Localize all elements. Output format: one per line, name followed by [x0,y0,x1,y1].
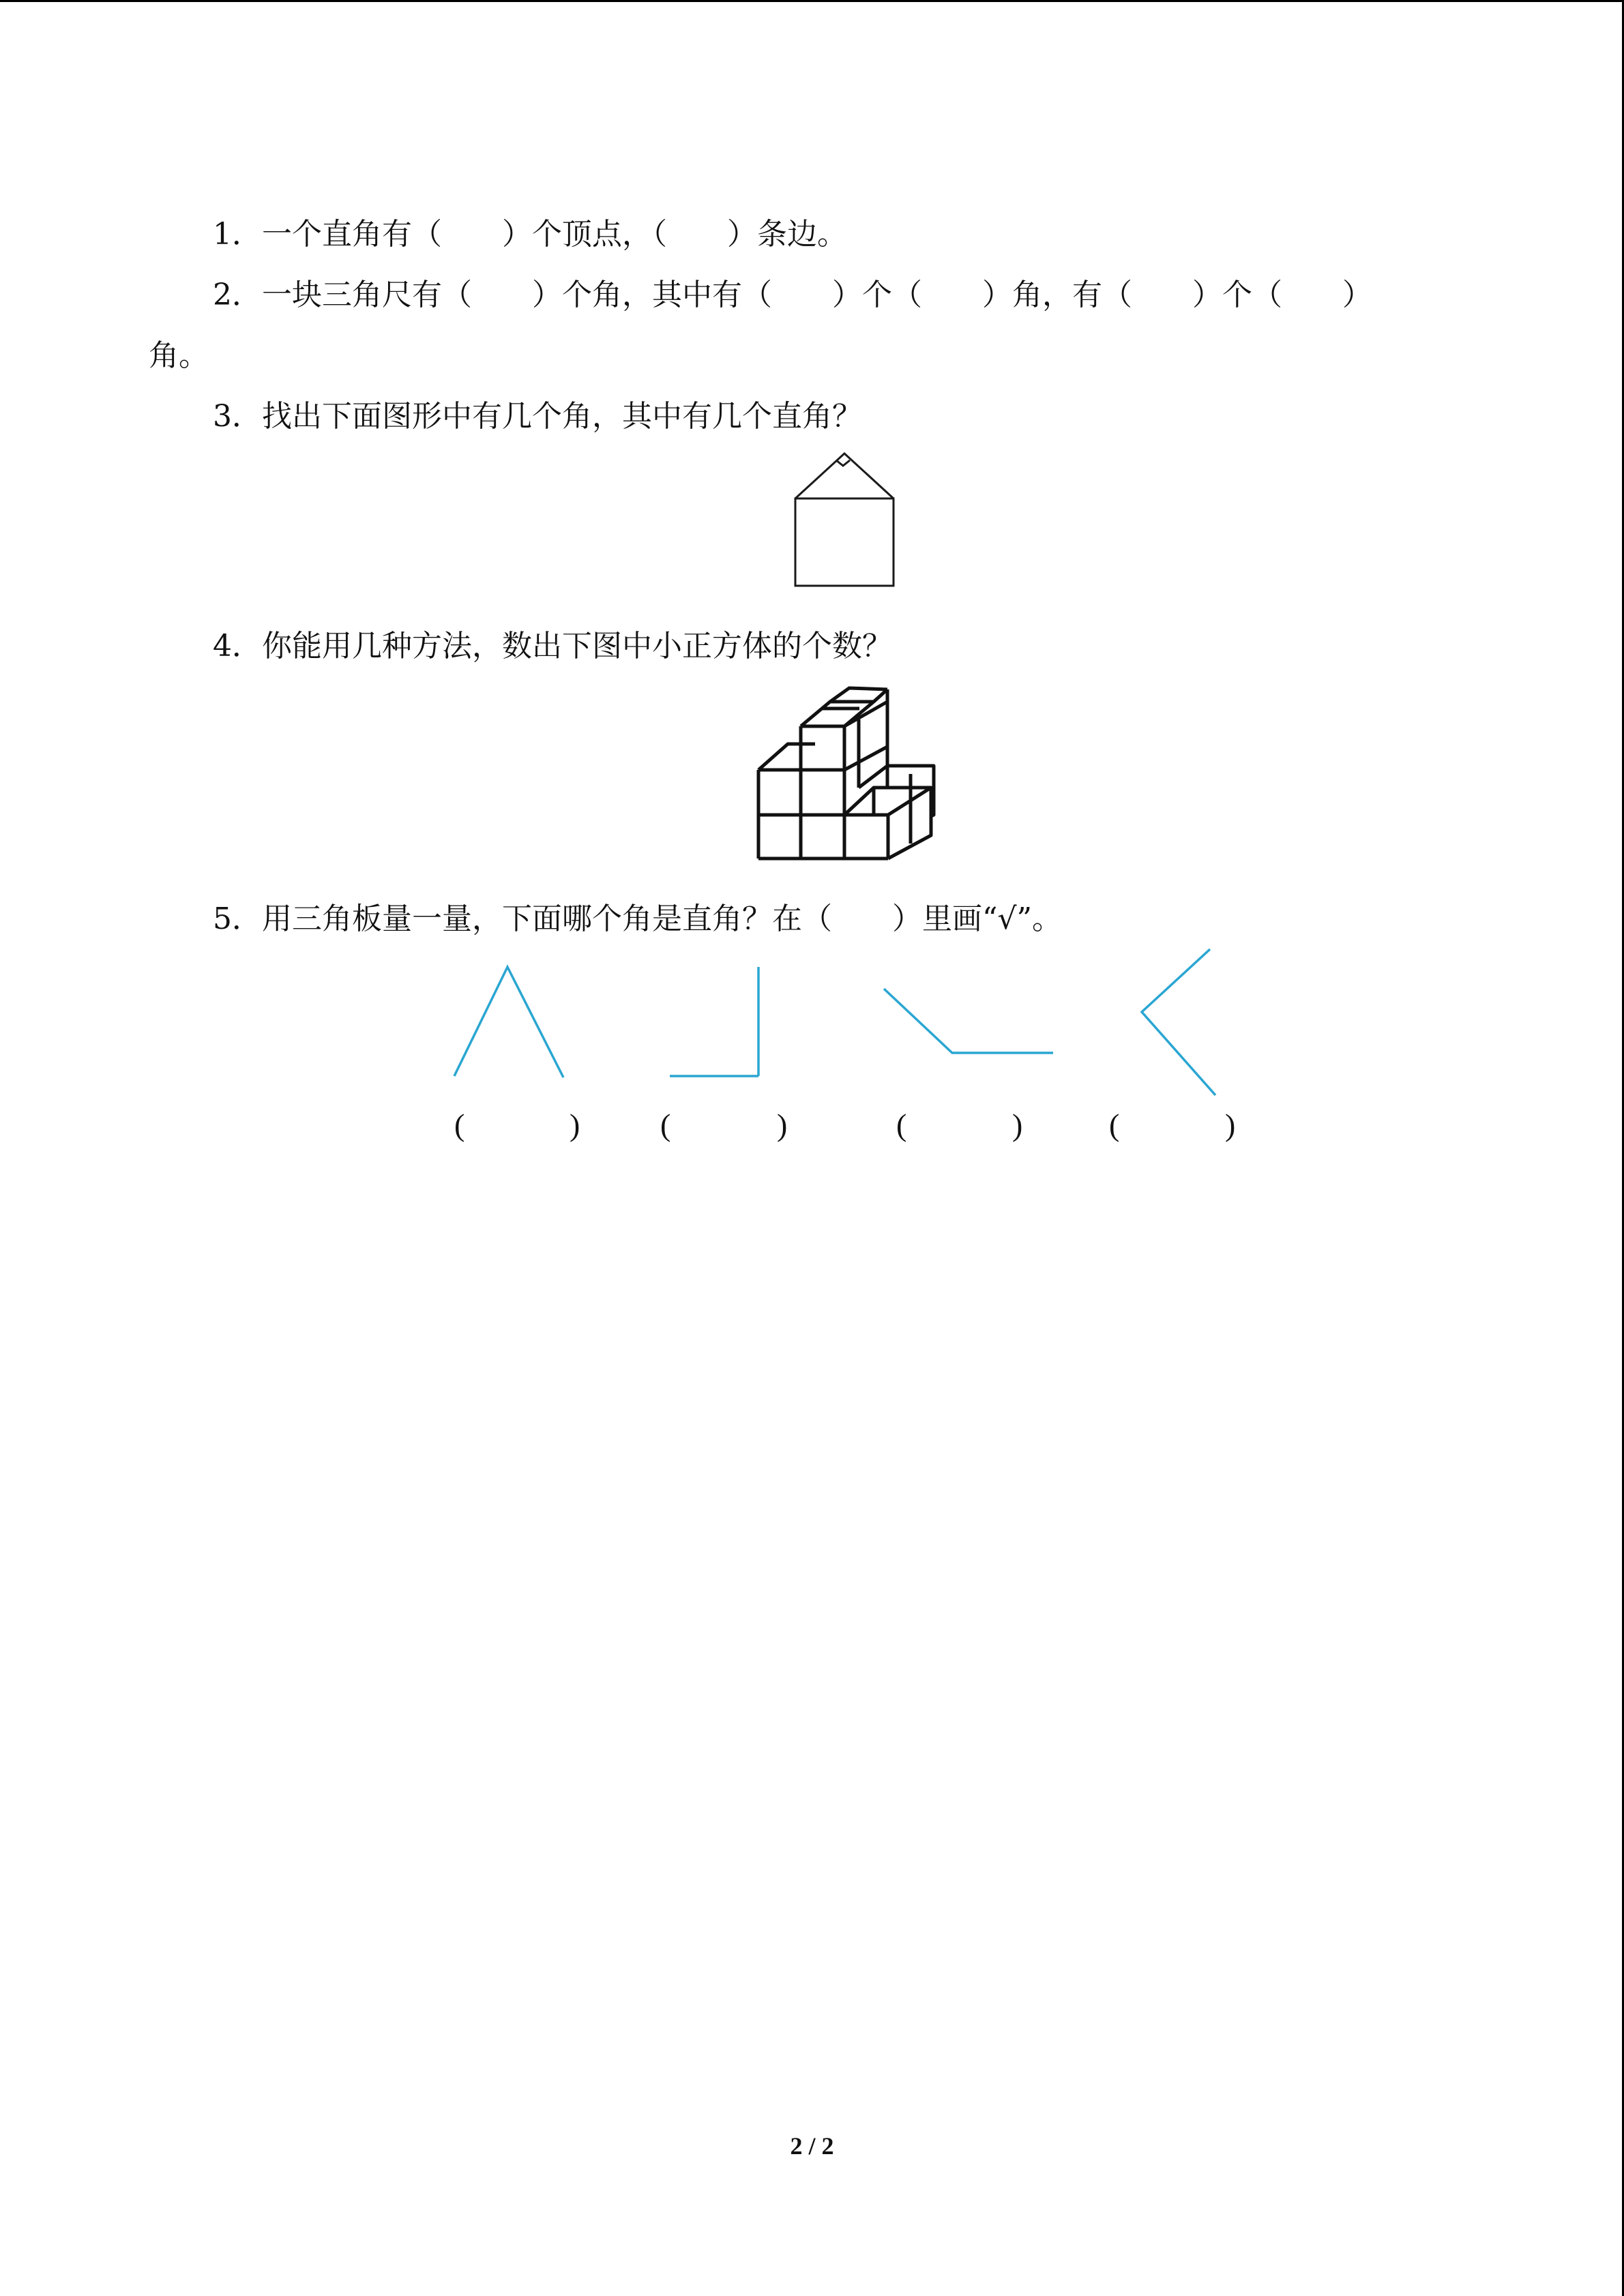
answer-blank-2-open[interactable]: ( [660,1107,671,1142]
answer-blank-1-open[interactable]: ( [454,1107,465,1142]
cube-stack-figure [754,685,938,866]
answer-blank-4-close[interactable]: ) [1225,1107,1236,1142]
answer-blank-3-close[interactable]: ) [1012,1107,1023,1142]
answer-blank-2-close[interactable]: ) [777,1107,788,1142]
top-border [0,0,1624,2]
angle-choices-final [443,941,1228,1105]
house-shape-figure [791,447,900,590]
question-5: 5．用三角板量一量，下面哪个角是直角？在（ ）里画“√”。 [213,901,1063,936]
question-4: 4．你能用几种方法，数出下图中小正方体的个数？ [213,629,892,664]
question-1: 1．一个直角有（ ）个顶点，（ ）条边。 [213,217,847,252]
question-2-line-1: 2．一块三角尺有（ ）个角，其中有（ ）个（ ）角，有（ ）个（ ） [213,278,1372,312]
answer-blank-3-open[interactable]: ( [896,1107,907,1142]
answer-blank-1-close[interactable]: ) [570,1107,580,1142]
page-number: 2 / 2 [790,2132,834,2160]
question-3: 3．找出下面图形中有几个角，其中有几个直角？ [213,399,862,434]
answer-blank-4-open[interactable]: ( [1109,1107,1120,1142]
question-2-line-2: 角。 [149,338,209,373]
